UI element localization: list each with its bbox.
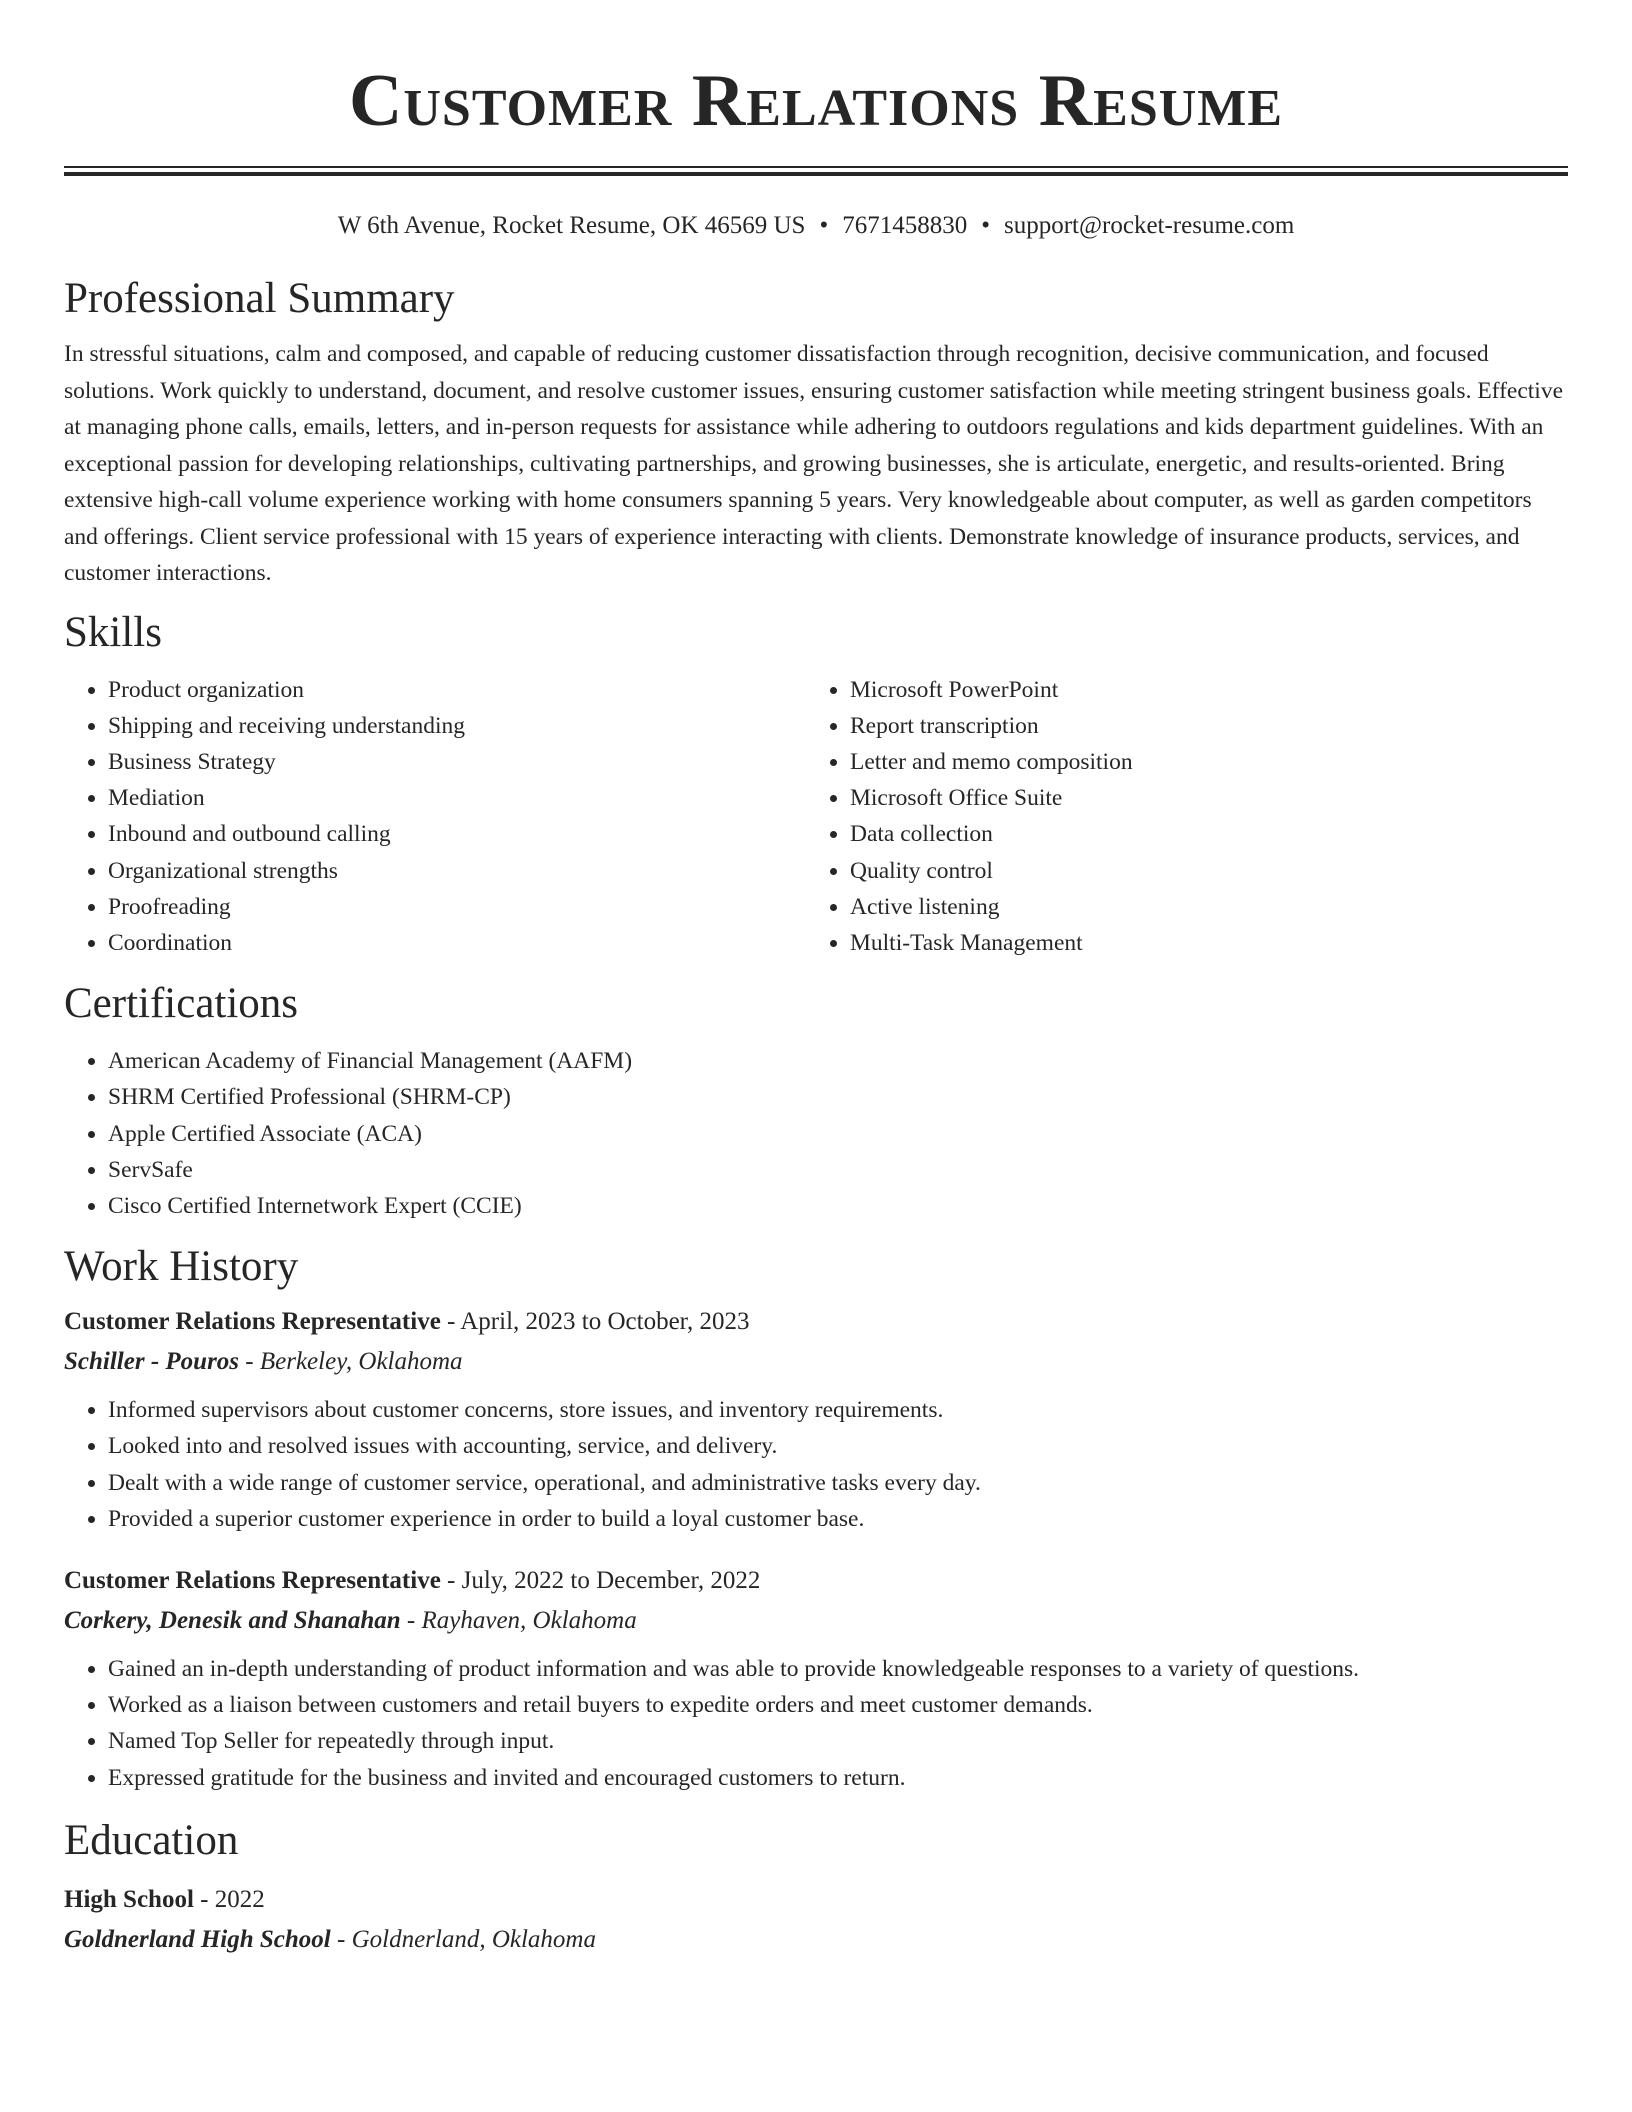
job-company: Corkery, Denesik and Shanahan [64,1606,401,1634]
job-duties-list [64,1651,1568,1796]
skill-item: • Product organization [108,672,806,708]
contact-line [64,210,1568,242]
certification-item: • SHRM Certified Professional (SHRM-CP) [108,1079,1568,1115]
job-duty-item: • Looked into and resolved issues with accounting, service, and delivery. [108,1428,1568,1464]
skills-heading: Skills [64,608,162,656]
job-entry [64,1302,1568,1537]
contact-separator: • [819,212,829,239]
skill-item: • Organizational strengths [108,853,806,889]
education-school: Goldnerland High School [64,1925,331,1953]
education-school-line: Goldnerland High School - Goldnerland, Oklahoma [64,1925,596,1953]
job-duty-item: • Informed supervisors about customer concerns, store issues, and inventory requirements. [108,1392,1568,1428]
job-company-line: Corkery, Denesik and Shanahan - Rayhaven, Oklahoma [64,1606,637,1634]
skills-right-list [806,672,1548,962]
job-duty-item: • Provided a superior customer experience in order to build a loyal customer base. [108,1501,1568,1537]
job-duty-item: • Worked as a liaison between customers and retail buyers to expedite orders and meet customer demands. [108,1687,1568,1723]
certification-item: • ServSafe [108,1152,1568,1188]
job-title: Customer Relations Representative [64,1566,441,1594]
skill-item: • Coordination [108,925,806,961]
skill-item: • Inbound and outbound calling [108,816,806,852]
education-degree: High School [64,1885,194,1913]
job-duties-list [64,1392,1568,1537]
contact-email: support@rocket-resume.com [1004,212,1295,239]
contact-address: W 6th Avenue, Rocket Resume, OK 46569 US [337,212,806,239]
job-entry [64,1561,1568,1796]
certification-item: • Apple Certified Associate (ACA) [108,1116,1568,1152]
job-duty-item: • Expressed gratitude for the business and invited and encouraged customers to return. [108,1760,1568,1796]
job-dates: July, 2022 to December, 2022 [461,1566,761,1594]
job-company-line: Schiller - Pouros - Berkeley, Oklahoma [64,1348,463,1376]
skill-item: • Data collection [850,816,1548,852]
education-year: 2022 [214,1885,265,1913]
skills-columns [64,672,1568,962]
job-title: Customer Relations Representative [64,1308,441,1336]
skill-item: • Active listening [850,889,1548,925]
job-duty-item: • Dealt with a wide range of customer service, operational, and administrative tasks every day. [108,1465,1568,1501]
certification-item: • American Academy of Financial Management (AAFM) [108,1043,1568,1079]
skill-item: • Letter and memo composition [850,744,1548,780]
job-location: Berkeley, Oklahoma [259,1348,463,1376]
job-duty-item: • Named Top Seller for repeatedly through input. [108,1723,1568,1759]
skill-item: • Shipping and receiving understanding [108,708,806,744]
skill-item: • Proofreading [108,889,806,925]
job-location: Rayhaven, Oklahoma [421,1606,637,1634]
skill-item: • Microsoft Office Suite [850,780,1548,816]
job-dates: April, 2023 to October, 2023 [460,1308,750,1336]
education-entry [64,1880,1568,1960]
certifications-heading: Certifications [64,980,299,1028]
skills-left-list [64,672,806,962]
skill-item: • Microsoft PowerPoint [850,672,1548,708]
job-title-line: Customer Relations Representative - July, 2022 to December, 2022 [64,1566,761,1594]
skill-item: • Multi-Task Management [850,925,1548,961]
skill-item: • Quality control [850,853,1548,889]
job-title-line: Customer Relations Representative - April, 2023 to October, 2023 [64,1308,750,1336]
certification-item: • Cisco Certified Internetwork Expert (CCIE) [108,1188,1568,1224]
skill-item: • Business Strategy [108,744,806,780]
certifications-list [64,1043,1568,1224]
job-company: Schiller - Pouros [64,1348,240,1376]
summary-text: In stressful situations, calm and composed, and capable of reducing customer dissatisfaction through recognition, decisive communication, and focused solutions. Work quickly to understand, document, and resolve customer issues, ensuring customer satisfaction while meeting stringent business goals. Effective at managing phone calls, emails, letters, and in-person requests for assistance while adhering to outdoors regulations and kids department guidelines. With an exceptional passion for developing relationships, cultivating partnerships, and growing businesses, she is articulate, energetic, and results-oriented. Bring extensive high-call volume experience working with home consumers spanning 5 years. Very knowledgeable about computer, as well as garden competitors and offerings. Client service professional with 15 years of experience interacting with clients. Demonstrate knowledge of insurance products, services, and customer interactions. [64,341,1563,586]
education-degree-line: High School - 2022 [64,1885,265,1913]
skills-left-column [64,672,806,962]
resume-title: Customer Relations Resume [348,60,1284,142]
contact-separator: • [981,212,990,239]
contact-phone: 7671458830 [842,212,968,239]
title-divider [64,166,1568,176]
education-location: Goldnerland, Oklahoma [351,1925,596,1953]
education-heading: Education [64,1816,239,1864]
job-duty-item: • Gained an in-depth understanding of product information and was able to provide knowledgeable responses to a variety of questions. [108,1651,1568,1687]
skill-item: • Mediation [108,780,806,816]
skills-right-column [806,672,1548,962]
skill-item: • Report transcription [850,708,1548,744]
summary-heading: Professional Summary [64,275,455,322]
work-history-heading: Work History [64,1243,299,1291]
